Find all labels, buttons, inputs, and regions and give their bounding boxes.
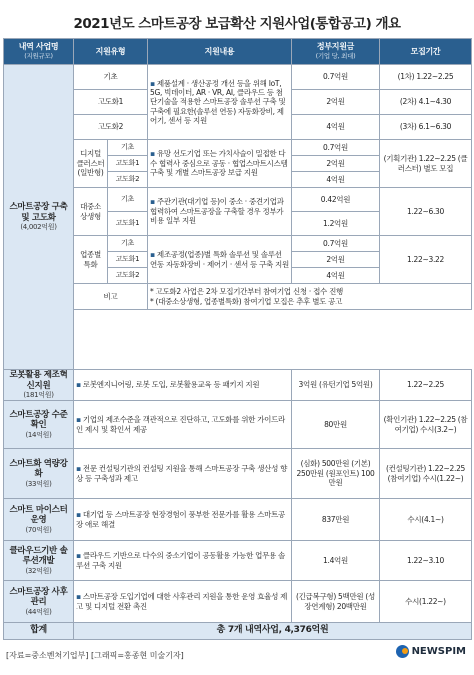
amount-meister: 837만원 <box>292 499 380 541</box>
source-credit: [자료=중소벤처기업부] [그래픽=홍종현 미술기자] <box>6 651 184 660</box>
amount-level: 80만원 <box>292 401 380 449</box>
period-specific: 1.22~3.22 <box>380 236 472 284</box>
amount-adv2: 4억원 <box>292 115 380 140</box>
program-aftercare: 스마트공장 사후관리 (44억원) <box>4 581 74 623</box>
subtype-adv1: 고도화1 <box>108 252 148 268</box>
header-amount: 정부지원금 (기업 당, 최대) <box>292 39 380 65</box>
amount-coop-adv1: 1.2억원 <box>292 212 380 236</box>
type-specific: 업종별 특화 <box>74 236 108 284</box>
page-title: 2021년도 스마트공장 보급확산 지원사업(통합공고) 개요 <box>73 16 401 32</box>
type-coop: 대중소 상생형 <box>74 188 108 236</box>
content-meister: ▪ 대기업 등 스마트공장 현장경험이 풍부한 전문가를 활용 스마트공장 애로 해결 <box>74 499 292 541</box>
amount-coop-basic: 0.42억원 <box>292 188 380 212</box>
amount-basic: 0.7억원 <box>292 65 380 90</box>
note-label: 비고 <box>74 284 148 310</box>
table-row <box>4 449 472 499</box>
subtype-basic: 기초 <box>108 188 148 212</box>
amount-specific-basic: 0.7억원 <box>292 236 380 252</box>
program-capacity: 스마트화 역량강화 (33억원) <box>4 449 74 499</box>
content-level: ▪ 기업의 제조수준을 객관적으로 진단하고, 고도화를 위한 가이드라인 제시 및 확인서 제공 <box>74 401 292 449</box>
content-smart: ▪ 제품설계 · 생산공정 개선 등을 위해 IoT, 5G, 빅데이터, AR · VR, AI, 클라우드 등 첨단기술을 적용한 스마트공장 솔루션 구축 및 구축에 필요한(솔루션 연동) 자동화장비, 제어기, 센서 등 지원 <box>148 65 292 140</box>
period-meister: 수시(4.1~) <box>380 499 472 541</box>
total-label: 합계 <box>4 623 74 640</box>
period-digital: (기획기관) 1.22~2.25 (클러스터) 별도 모집 <box>380 140 472 188</box>
period-capacity: (컨설팅기관) 1.22~2.25 (참여기업) 수시(1.22~) <box>380 449 472 499</box>
program-table <box>3 38 472 640</box>
logo-text: NEWSPIM <box>411 646 466 657</box>
content-aftercare: ▪ 스마트공장 도입기업에 대한 사후관리 지원을 통한 운영 효율성 제고 및 디지털 전환 촉진 <box>74 581 292 623</box>
table-row <box>4 541 472 581</box>
amount-digital-adv1: 2억원 <box>292 156 380 172</box>
period-robot: 1.22~2.25 <box>380 370 472 401</box>
table-header-row <box>4 39 472 65</box>
note-text: * 고도화2 사업은 2차 모집기간부터 참여기업 신청 · 접수 진행 * (대중소상생형, 업종별특화) 참여기업 모집은 추후 별도 공고 <box>148 284 472 310</box>
amount-robot: 3억원 (유턴기업 5억원) <box>292 370 380 401</box>
program-cloud: 클라우드기반 솔루션개발 (32억원) <box>4 541 74 581</box>
period-round2: (2차) 4.1~4.30 <box>380 90 472 115</box>
amount-aftercare: (긴급복구형) 5백만원 (성장연계형) 20백만원 <box>292 581 380 623</box>
content-robot: ▪ 로봇엔지니어링, 로봇 도입, 로봇활용교육 등 패키지 지원 <box>74 370 292 401</box>
amount-cloud: 1.4억원 <box>292 541 380 581</box>
subtype-adv2: 고도화2 <box>108 172 148 188</box>
program-robot: 로봇활용 제조혁신지원 (181억원) <box>4 370 74 401</box>
table-row <box>4 370 472 401</box>
subtype-adv1: 고도화1 <box>108 212 148 236</box>
type-adv1: 고도화1 <box>74 90 148 115</box>
type-digital-cluster: 디지털 클러스터 (일반형) <box>74 140 108 188</box>
period-aftercare: 수시(1.22~) <box>380 581 472 623</box>
header-period: 모집기간 <box>380 39 472 65</box>
total-value: 총 7개 내역사업, 4,376억원 <box>74 623 472 640</box>
subtype-basic: 기초 <box>108 140 148 156</box>
content-capacity: ▪ 전문 컨설팅기관의 컨설팅 지원을 통해 스마트공장 구축 생산성 향상 등 구축성과 제고 <box>74 449 292 499</box>
type-basic: 기초 <box>74 65 148 90</box>
header-program: 내역 사업명 (지원규모) <box>4 39 74 65</box>
header-type: 지원유형 <box>74 39 148 65</box>
period-cloud: 1.22~3.10 <box>380 541 472 581</box>
program-smart-factory: 스마트공장 구축 및 고도화 (4,002억원) <box>4 65 74 370</box>
content-cloud: ▪ 클라우드 기반으로 다수의 중소기업이 공동활용 가능한 업무용 솔루션 구축 지원 <box>74 541 292 581</box>
amount-adv1: 2억원 <box>292 90 380 115</box>
type-adv2: 고도화2 <box>74 115 148 140</box>
amount-capacity: (심화) 500만원 (기본) 250만원 (원포인트) 100만원 <box>292 449 380 499</box>
subtype-adv2: 고도화2 <box>108 268 148 284</box>
newspim-logo <box>396 645 466 658</box>
table-row <box>4 401 472 449</box>
header-content: 지원내용 <box>148 39 292 65</box>
content-specific: ▪ 제조공정(업종)별 특화 솔루션 및 솔루션 연동 자동화장비 · 제어기 · 센서 등 구축 지원 <box>148 236 292 284</box>
program-meister: 스마트 마이스터 운영 (70억원) <box>4 499 74 541</box>
content-digital: ▪ 유망 선도기업 또는 가치사슬이 밀접한 다수 협력사 중심으로 공동 · 협업스마트시스템 구축 및 개별 스마트공장 보급 지원 <box>148 140 292 188</box>
period-round3: (3차) 6.1~6.30 <box>380 115 472 140</box>
subtype-adv1: 고도화1 <box>108 156 148 172</box>
period-level: (확인기관) 1.22~2.25 (참여기업) 수시(3.2~) <box>380 401 472 449</box>
content-coop: ▪ 주관기관(대기업 등)이 중소 · 중견기업과 협력하여 스마트공장을 구축할 경우 정부가 비용 일부 지원 <box>148 188 292 236</box>
total-row <box>4 623 472 640</box>
amount-specific-adv1: 2억원 <box>292 252 380 268</box>
table-row <box>4 499 472 541</box>
subtype-basic: 기초 <box>108 236 148 252</box>
logo-icon <box>396 645 409 658</box>
amount-specific-adv2: 4억원 <box>292 268 380 284</box>
program-level: 스마트공장 수준확인 (14억원) <box>4 401 74 449</box>
amount-digital-adv2: 4억원 <box>292 172 380 188</box>
period-coop: 1.22~6.30 <box>380 188 472 236</box>
period-round1: (1차) 1.22~2.25 <box>380 65 472 90</box>
amount-digital-basic: 0.7억원 <box>292 140 380 156</box>
table-row <box>4 581 472 623</box>
